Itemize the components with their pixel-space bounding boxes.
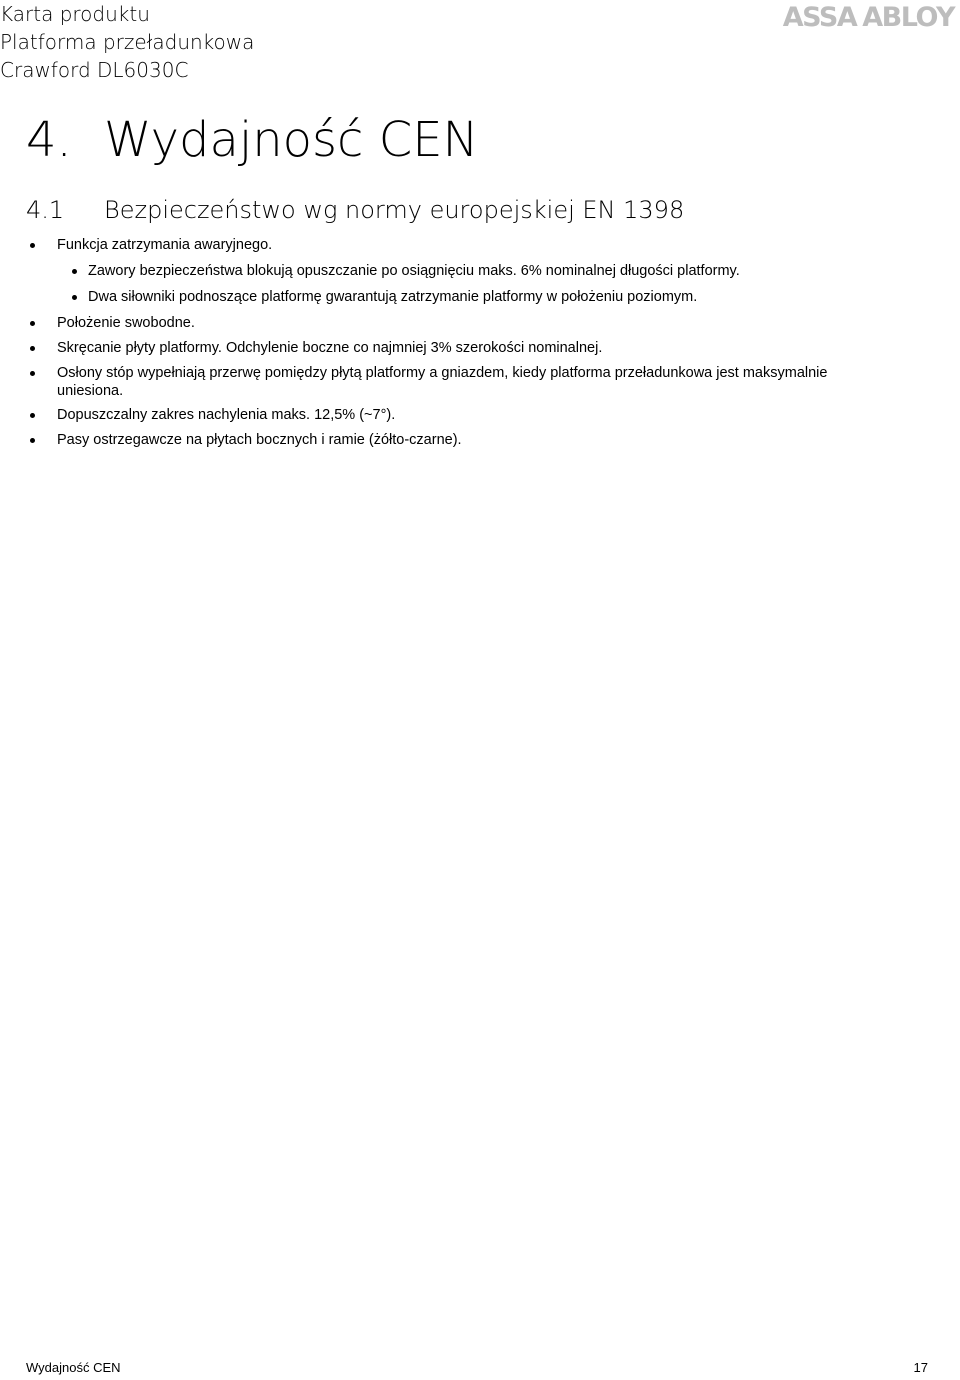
bullet-dot-icon — [72, 295, 77, 300]
footer-page-number: 17 — [913, 1360, 928, 1375]
subsection-number: 4.1 — [26, 196, 65, 224]
assa-abloy-logo — [783, 2, 954, 33]
bullet-dot-icon — [30, 321, 35, 326]
bullet-dot-icon — [30, 346, 35, 351]
bullet-text-continuation: uniesiona. — [57, 383, 124, 399]
document-header — [0, 0, 254, 84]
bullet-dot-icon — [72, 269, 77, 274]
bullet-text: Skręcanie płyty platformy. Odchylenie boczne co najmniej 3% szerokości nominalnej. — [57, 340, 603, 356]
bullet-text: Funkcja zatrzymania awaryjnego. — [57, 237, 273, 253]
logo-word-assa: ASSA — [782, 2, 857, 33]
bullet-dot-icon — [30, 413, 35, 418]
header-product-model: Crawford DL6030C — [0, 58, 189, 82]
bullet-text: Dwa siłowniki podnoszące platformę gwarantują zatrzymanie platformy w położeniu poziomym. — [88, 289, 698, 305]
footer-section-name: Wydajność CEN — [26, 1360, 121, 1375]
subsection-heading — [26, 196, 684, 224]
section-number: 4. — [26, 112, 72, 168]
bullet-text: Zawory bezpieczeństwa blokują opuszczanie po osiągnięciu maks. 6% nominalnej długości platformy. — [88, 263, 740, 279]
logo-word-abloy: ABLOY — [862, 2, 954, 33]
bullet-text: Pasy ostrzegawcze na płytach bocznych i ramie (żółto-czarne). — [57, 432, 462, 448]
bullet-item — [57, 431, 462, 449]
bullet-text: Osłony stóp wypełniają przerwę pomiędzy płytą platformy a gniazdem, kiedy platforma przeładunkowa jest maksymalnie — [57, 365, 828, 381]
bullet-item — [57, 236, 272, 254]
bullet-item — [57, 406, 395, 424]
bullet-dot-icon — [30, 438, 35, 443]
bullet-item — [57, 339, 602, 357]
sub-bullet-item — [88, 262, 740, 280]
header-product-category: Platforma przeładunkowa — [0, 30, 255, 54]
bullet-text: Dopuszczalny zakres nachylenia maks. 12,5% (~7°). — [57, 407, 396, 423]
section-heading — [26, 112, 478, 168]
bullet-item — [57, 314, 195, 332]
section-title: Wydajność CEN — [104, 112, 479, 168]
header-doc-type: Karta produktu — [0, 2, 150, 26]
bullet-dot-icon — [30, 243, 35, 248]
sub-bullet-item — [88, 288, 697, 306]
subsection-title: Bezpieczeństwo wg normy europejskiej EN 1398 — [104, 196, 685, 224]
bullet-item — [57, 364, 827, 400]
bullet-text: Położenie swobodne. — [57, 315, 195, 331]
bullet-dot-icon — [30, 371, 35, 376]
